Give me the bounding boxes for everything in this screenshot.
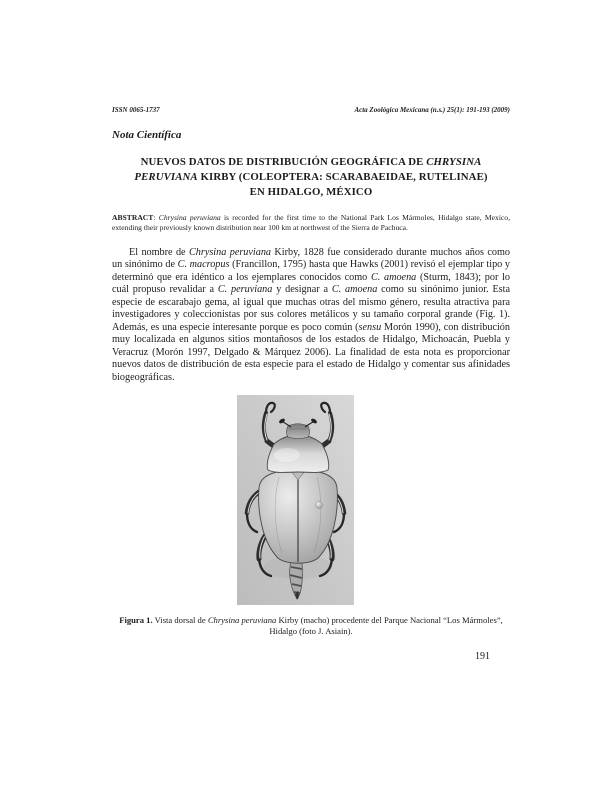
figure-caption: Figura 1. Vista dorsal de Chrysina peruviana Kirby (macho) procedente del Parque Nacional “Los Mármoles”, Hidalgo (foto J. Asiain). [119,615,503,637]
abstract-text: ABSTRACT: Chrysina peruviana is recorded for the first time to the National Park Los Mármoles, Hidalgo state, Mexico, extending their previously known distribution near 100 km at northwest of the Sierra de Pachuca. [112,213,510,233]
figure-1 [237,395,354,605]
title-line-1: NUEVOS DATOS DE DISTRIBUCIÓN GEOGRÁFICA DE CHRYSINA [140,156,482,168]
running-head [112,106,510,115]
title-line-2: PERUVIANA KIRBY (COLEOPTERA: SCARABAEIDAE, RUTELINAE) [134,171,488,183]
title-line-3: EN HIDALGO, MÉXICO [249,186,373,198]
journal-reference: Acta Zoológica Mexicana (n.s.) 25(1): 191-193 (2009) [354,106,510,114]
article-title [112,155,510,200]
body-paragraph: El nombre de Chrysina peruviana Kirby, 1828 fue considerado durante muchos años como un sinónimo de C. macropus (Francillon, 1795) hasta que Hawks (2001) revisó el ejemplar tipo y determinó que era idéntico a los ejemplares conocidos como C. amoena (Sturm, 1843); por lo cuál propuso revalidar a C. peruviana y designar a C. amoena como su sinónimo junior. Esta especie de escarabajo gema, al igual que muchas otras del mismo género, resulta atractiva para investigadores y coleccionistas por sus colores metálicos y su tamaño corporal grande (Fig. 1). Además, es una especie interesante porque es poco común (sensu Morón 1990), con distribución muy localizada en algunos sitios montañosos de los estados de Hidalgo, Michoacán, Puebla y Veracruz (Morón 1997, Delgado & Márquez 2006). La finalidad de esta nota es proporcionar nuevos datos de distribución de esta especie para el estado de Hidalgo y comentar sus afinidades biogeográficas. [112,246,510,383]
issn-label: ISSN 0065-1737 [112,106,160,114]
beetle-photo [237,395,354,605]
section-label: Nota Científica [112,129,182,141]
page-number: 191 [475,651,490,663]
